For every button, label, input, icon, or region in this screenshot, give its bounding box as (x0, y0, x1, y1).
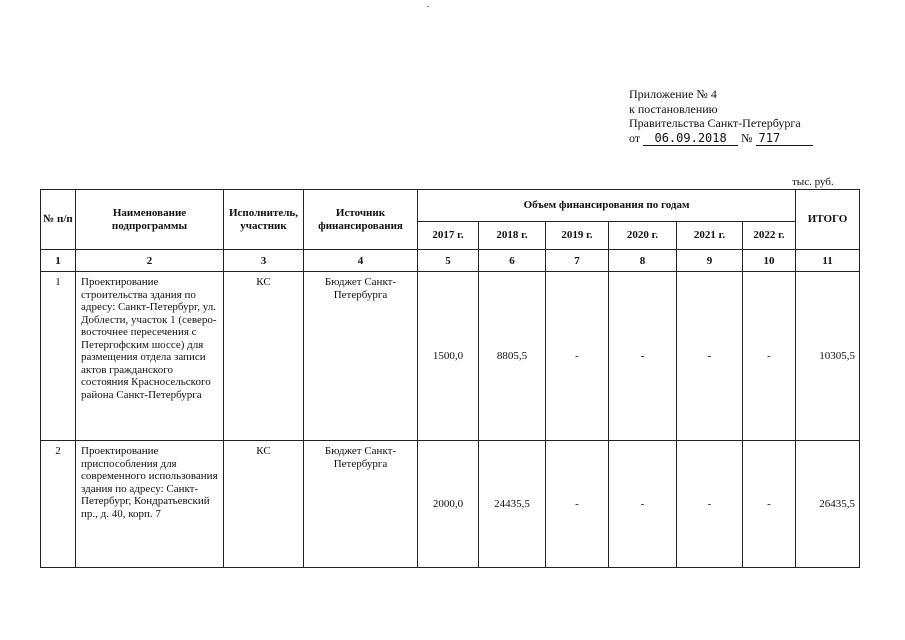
col-number: 11 (796, 250, 860, 272)
row-value-2022: - (743, 272, 796, 441)
row-value-2019: - (546, 272, 609, 441)
col-number: 5 (418, 250, 479, 272)
col-number: 4 (304, 250, 418, 272)
header-funding-by-year: Объем финансирования по годам (418, 190, 796, 222)
header-source: Источник финансирования (304, 190, 418, 250)
appendix-date-line (629, 131, 813, 147)
header-year-2021: 2021 г. (677, 222, 743, 250)
row-value-2020: - (609, 272, 677, 441)
header-year-2020: 2020 г. (609, 222, 677, 250)
row-total: 26435,5 (796, 441, 860, 568)
col-number: 8 (609, 250, 677, 272)
col-number: 1 (41, 250, 76, 272)
row-value-2017: 2000,0 (418, 441, 479, 568)
row-value-2021: - (677, 441, 743, 568)
col-number: 6 (479, 250, 546, 272)
header-year-2018: 2018 г. (479, 222, 546, 250)
row-value-2018: 24435,5 (479, 441, 546, 568)
row-value-2022: - (743, 441, 796, 568)
row-num: 2 (41, 441, 76, 568)
header-executor: Исполнитель, участник (224, 190, 304, 250)
decree-number: 717 (756, 131, 813, 147)
row-value-2021: - (677, 272, 743, 441)
row-value-2018: 8805,5 (479, 272, 546, 441)
appendix-decree-line: к постановлению (629, 101, 718, 116)
row-value-2017: 1500,0 (418, 272, 479, 441)
row-executor: КС (224, 272, 304, 441)
header-year-2019: 2019 г. (546, 222, 609, 250)
row-name: Проектирование приспособления для современного использования здания по адресу: Санкт-Петербург, Кондратьевский пр., д. 40, корп. 7 (76, 441, 224, 568)
scan-mark (427, 6, 429, 7)
header-name: Наименование подпрограммы (76, 190, 224, 250)
row-source: Бюджет Санкт-Петербурга (304, 272, 418, 441)
decree-date: 06.09.2018 (643, 131, 738, 147)
row-value-2019: - (546, 441, 609, 568)
number-prefix: № (741, 130, 753, 145)
col-number: 9 (677, 250, 743, 272)
date-prefix: от (629, 130, 641, 145)
units-label: тыс. руб. (792, 176, 834, 188)
header-num: № п/п (41, 190, 76, 250)
appendix-title: Приложение № 4 (629, 87, 717, 101)
table-row (41, 441, 860, 568)
appendix-government-line: Правительства Санкт-Петербурга (629, 116, 801, 130)
table-row (41, 272, 860, 441)
funding-table (40, 189, 860, 568)
row-value-2020: - (609, 441, 677, 568)
col-number: 3 (224, 250, 304, 272)
row-source: Бюджет Санкт-Петербурга (304, 441, 418, 568)
appendix-header (629, 87, 813, 146)
column-numbers-row (41, 250, 860, 272)
row-num: 1 (41, 272, 76, 441)
header-year-2022: 2022 г. (743, 222, 796, 250)
col-number: 2 (76, 250, 224, 272)
header-year-2017: 2017 г. (418, 222, 479, 250)
col-number: 7 (546, 250, 609, 272)
row-total: 10305,5 (796, 272, 860, 441)
row-executor: КС (224, 441, 304, 568)
row-name: Проектирование строительства здания по адресу: Санкт-Петербург, ул. Доблести, участок 1 (северо-восточнее пересечения с Петергофским шоссе) для размещения отдела записи актов гражданского состояния Красносельского района Санкт-Петербурга (76, 272, 224, 441)
col-number: 10 (743, 250, 796, 272)
header-total: ИТОГО (796, 190, 860, 250)
